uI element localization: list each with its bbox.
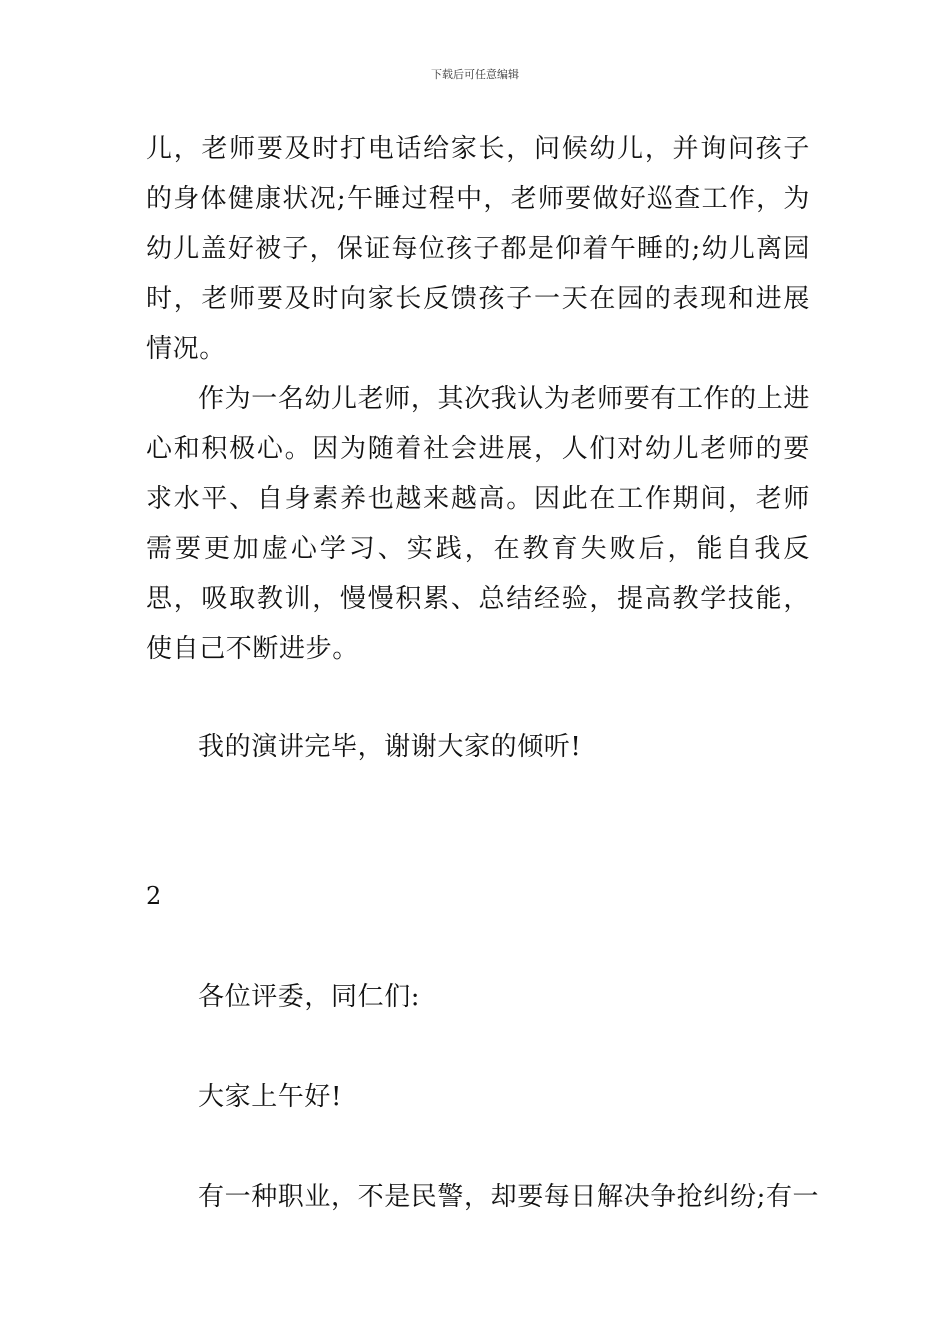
- paragraph-continuation: 儿，老师要及时打电话给家长，问候幼儿，并询问孩子的身体健康状况;午睡过程中，老师要做好巡查工作，为幼儿盖好被子，保证每位孩子都是仰着午睡的;幼儿离园时，老师要及时向家长反馈孩子一天在园的表现和进展情况。: [146, 134, 810, 364]
- paragraph-greeting: 大家上午好!: [198, 1082, 343, 1112]
- page-header: 下载后可任意编辑: [431, 68, 519, 81]
- paragraph-intro: 有一种职业，不是民警，却要每日解决争抢纠纷;有一: [198, 1182, 820, 1212]
- paragraph-closing: 我的演讲完毕，谢谢大家的倾听!: [198, 732, 582, 762]
- section-number: 2: [146, 882, 162, 910]
- paragraph-teacher-progress: 作为一名幼儿老师，其次我认为老师要有工作的上进心和积极心。因为随着社会进展，人们对幼儿老师的要求水平、自身素养也越来越高。因此在工作期间，老师需要更加虚心学习、实践，在教育失败后，能自我反思，吸取教训，慢慢积累、总结经验，提高教学技能，使自己不断进步。: [146, 384, 810, 664]
- paragraph-salutation: 各位评委，同仁们:: [198, 982, 421, 1012]
